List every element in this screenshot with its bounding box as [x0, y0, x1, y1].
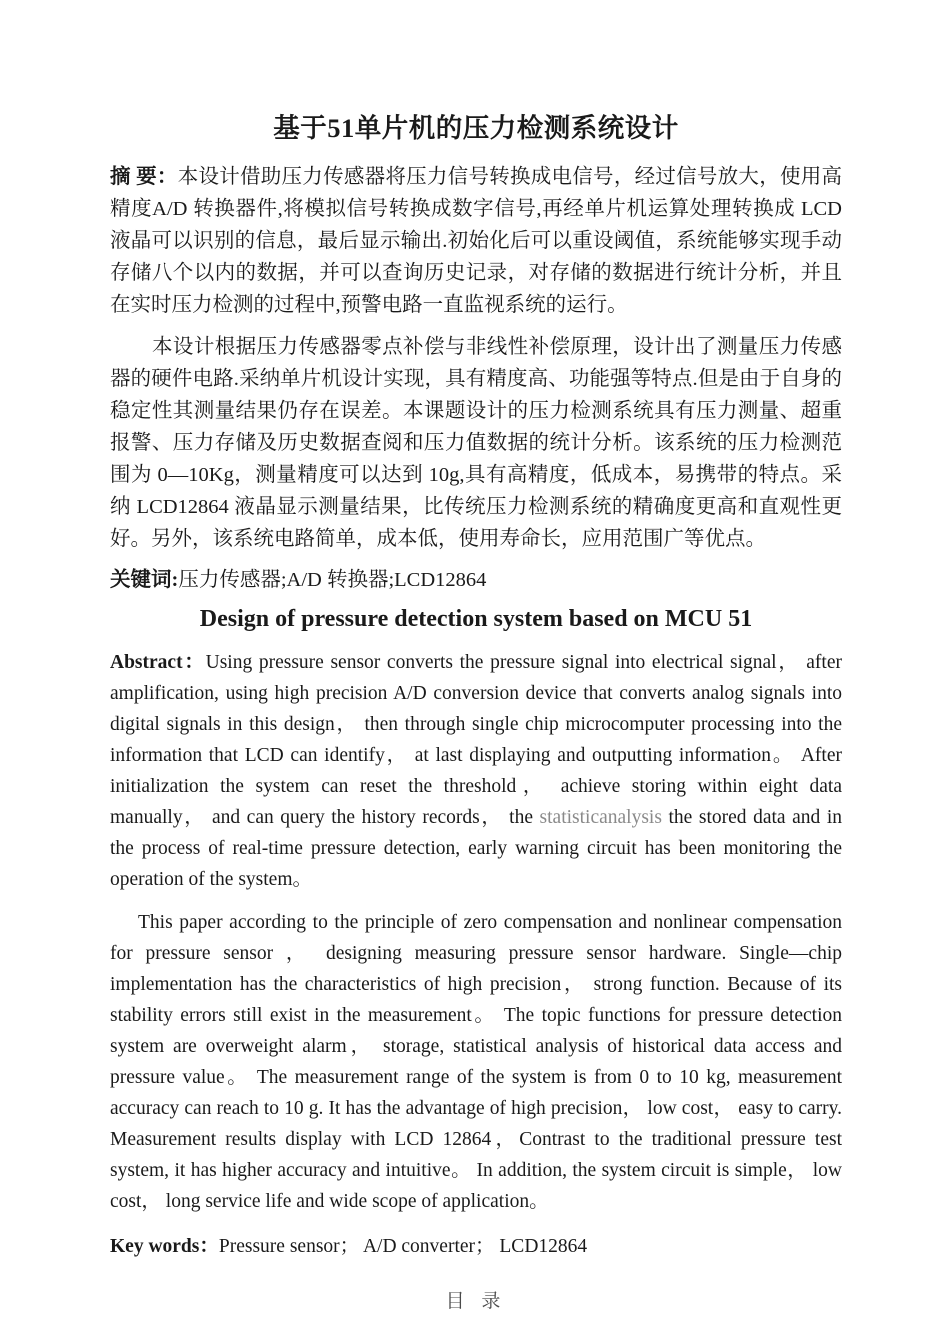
english-abstract-paragraph-2: This paper according to the principle of zero compensation and nonlinear compensation for pressure sensor ， designing measuring pressure sensor hardware. Single—chip implementation has the characteristics of high precision， strong function. Because of its stability errors still exist in the measurement。 The topic functions for pressure detection system are overweight alarm， storage, statistical analysis of historical data access and pressure value。 The measurement range of the system is from 0 to 10 kg, measurement accuracy can reach to 10 g. It has the advantage of high precision， low cost， easy to carry. Measurement results display with LCD 12864，Contrast to the traditional pressure test system, it has higher accuracy and intuitive。 In addition, the system circuit is simple， low cost， long service life and wide scope of application。	[110, 912, 842, 1213]
chinese-title: 基于51单片机的压力检测系统设计	[273, 113, 679, 143]
english-abstract-faded-term: statisticanalysis	[539, 807, 662, 829]
english-keywords-value: Pressure sensor； A/D converter； LCD12864	[218, 1236, 588, 1258]
chinese-keywords-line	[110, 565, 842, 596]
english-abstract-text-part-2: the stored data and in the process of real-time pressure detection, early warning circuit has been monitoring the operation of the system。	[110, 807, 842, 891]
chinese-abstract-label: 摘 要：	[110, 166, 178, 189]
chinese-keywords-value: 压力传感器;A/D 转换器;LCD12864	[178, 569, 487, 592]
english-keywords-label: Key words：	[110, 1236, 219, 1258]
english-title: Design of pressure detection system based on MCU 51	[199, 606, 753, 633]
english-abstract-label: Abstract：	[110, 652, 206, 674]
chinese-abstract-paragraph-1	[110, 161, 842, 321]
chinese-abstract-paragraph-2: 本设计根据压力传感器零点补偿与非线性补偿原理，设计出了测量压力传感器的硬件电路.采纳单片机设计实现，具有精度高、功能强等特点.但是由于自身的稳定性其测量结果仍存在误差。本课题设计的压力检测系统具有压力测量、超重报警、压力存储及历史数据查阅和压力值数据的统计分析。该系统的压力检测范围为 0—10Kg，测量精度可以达到 10g,具有高精度，低成本，易携带的特点。采纳 LCD12864 液晶显示测量结果，比传统压力检测系统的精确度更高和直观性更好。另外，该系统电路简单，成本低，使用寿命长，应用范围广等优点。	[110, 336, 842, 551]
document-content	[110, 0, 842, 1316]
english-abstract-paragraph-1	[110, 647, 842, 895]
table-of-contents-heading: 目 录	[445, 1291, 507, 1313]
english-keywords-line	[110, 1231, 842, 1262]
chinese-keywords-label: 关键词:	[110, 569, 179, 592]
english-abstract-text-part-1: Using pressure sensor converts the pressure signal into electrical signal， after amplification, using high precision A/D conversion device that converts analog signals into digital signals in this design， then through single chip microcomputer processing into the information that LCD can identify， at last displaying and outputting information。 After initialization the system can reset the threshold， achieve storing within eight data manually， and can query the history records， the	[110, 652, 842, 829]
chinese-abstract-text-1: 本设计借助压力传感器将压力信号转换成电信号，经过信号放大，使用高精度A/D 转换器件,将模拟信号转换成数字信号,再经单片机运算处理转换成 LCD 液晶可以识别的信息，最后显示输出.初始化后可以重设阈值，系统能够实现手动存储八个以内的数据，并可以查询历史记录，对存储的数据进行统计分析，并且在实时压力检测的过程中,预警电路一直监视系统的运行。	[110, 166, 843, 317]
